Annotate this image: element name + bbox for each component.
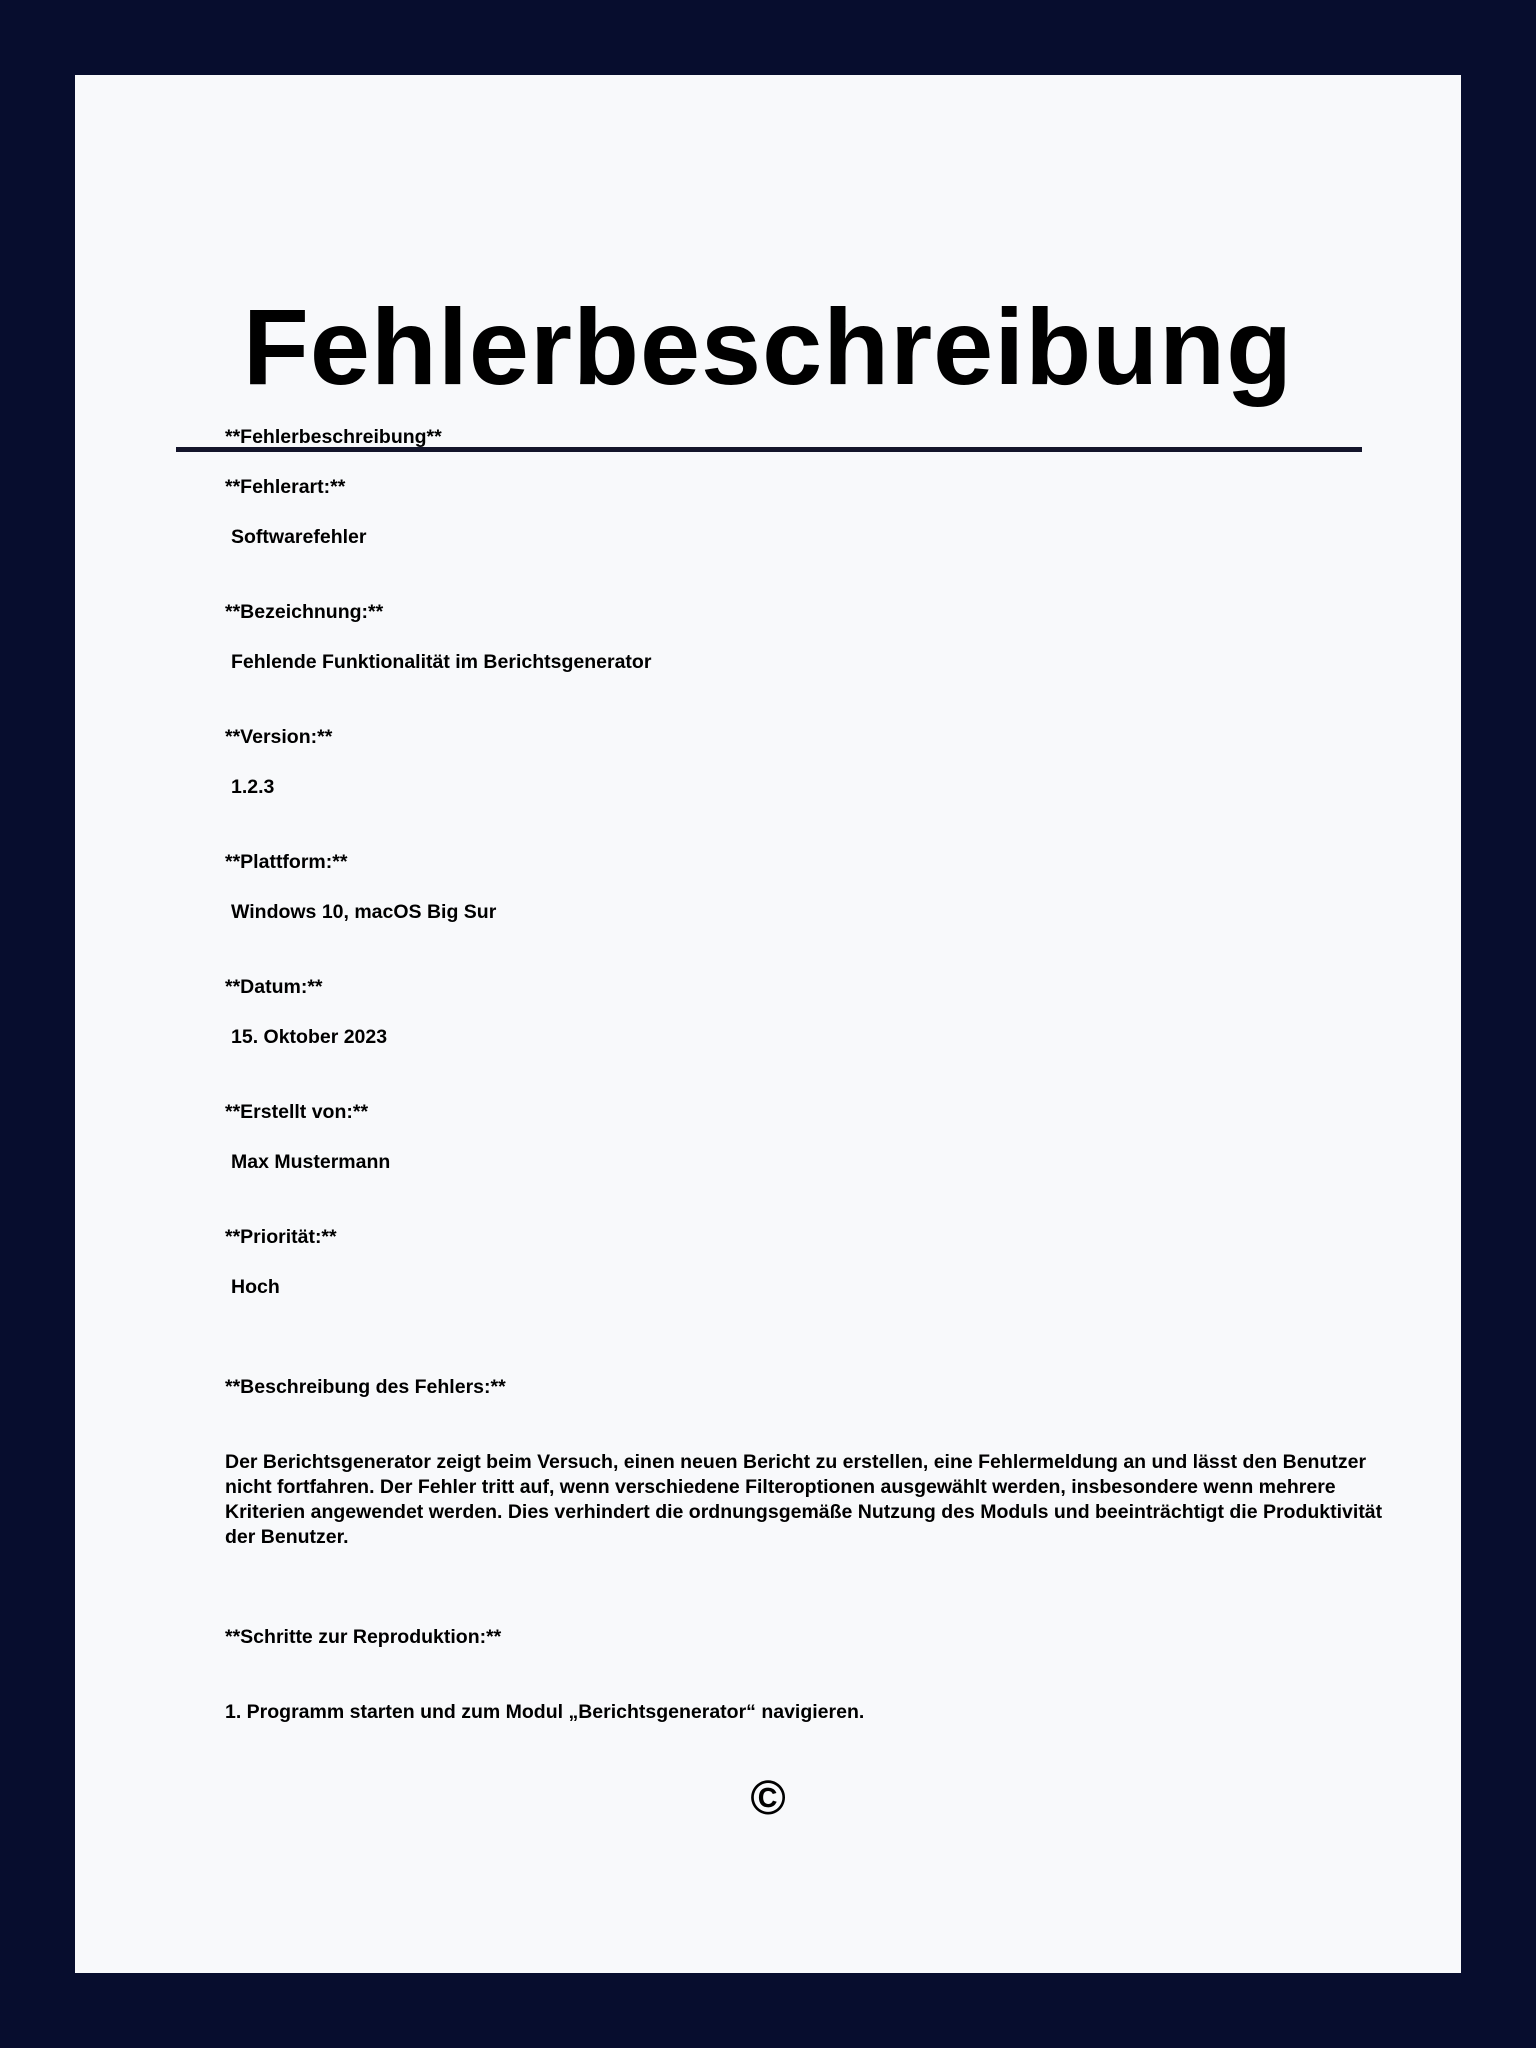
field-value-erstellt-von: Max Mustermann <box>231 1151 391 1173</box>
field-label-fehlerart: **Fehlerart:** <box>225 476 346 498</box>
description-text: Der Berichtsgenerator zeigt beim Versuch, einen neuen Bericht zu erstellen, eine Fehlermeldung an und lässt den Benutzer nicht fortfahren. Der Fehler tritt auf, wenn verschiedene Filteroptionen ausgewählt werden, insbesondere wenn mehrere Kriterien angewendet werden. Dies verhindert die ordnungsgemäße Nutzung des Moduls und beeinträchtigt die Produktivität der Benutzer. <box>225 1451 1383 1548</box>
document-title: Fehlerbeschreibung <box>242 286 1294 407</box>
field-value-prioritaet: Hoch <box>231 1276 280 1298</box>
field-value-plattform: Windows 10, macOS Big Sur <box>231 901 497 923</box>
field-value-bezeichnung: Fehlende Funktionalität im Berichtsgenerator <box>231 651 652 673</box>
field-label-bezeichnung: **Bezeichnung:** <box>225 601 384 623</box>
copyright-icon: © <box>750 1772 786 1825</box>
field-label-datum: **Datum:** <box>225 976 323 998</box>
steps-heading: **Schritte zur Reproduktion:** <box>225 1626 502 1648</box>
field-label-prioritaet: **Priorität:** <box>225 1226 337 1248</box>
field-label-erstellt-von: **Erstellt von:** <box>225 1101 369 1123</box>
field-label-plattform: **Plattform:** <box>225 851 348 873</box>
step-item: 1. Programm starten und zum Modul „Berichtsgenerator“ navigieren. <box>225 1701 865 1723</box>
field-value-datum: 15. Oktober 2023 <box>231 1026 388 1048</box>
description-heading: **Beschreibung des Fehlers:** <box>225 1376 506 1398</box>
field-label-version: **Version:** <box>225 726 333 748</box>
field-value-version: 1.2.3 <box>231 776 275 798</box>
field-value-fehlerart: Softwarefehler <box>231 526 367 548</box>
document-page <box>75 75 1461 1973</box>
section-heading: **Fehlerbeschreibung** <box>225 426 442 448</box>
